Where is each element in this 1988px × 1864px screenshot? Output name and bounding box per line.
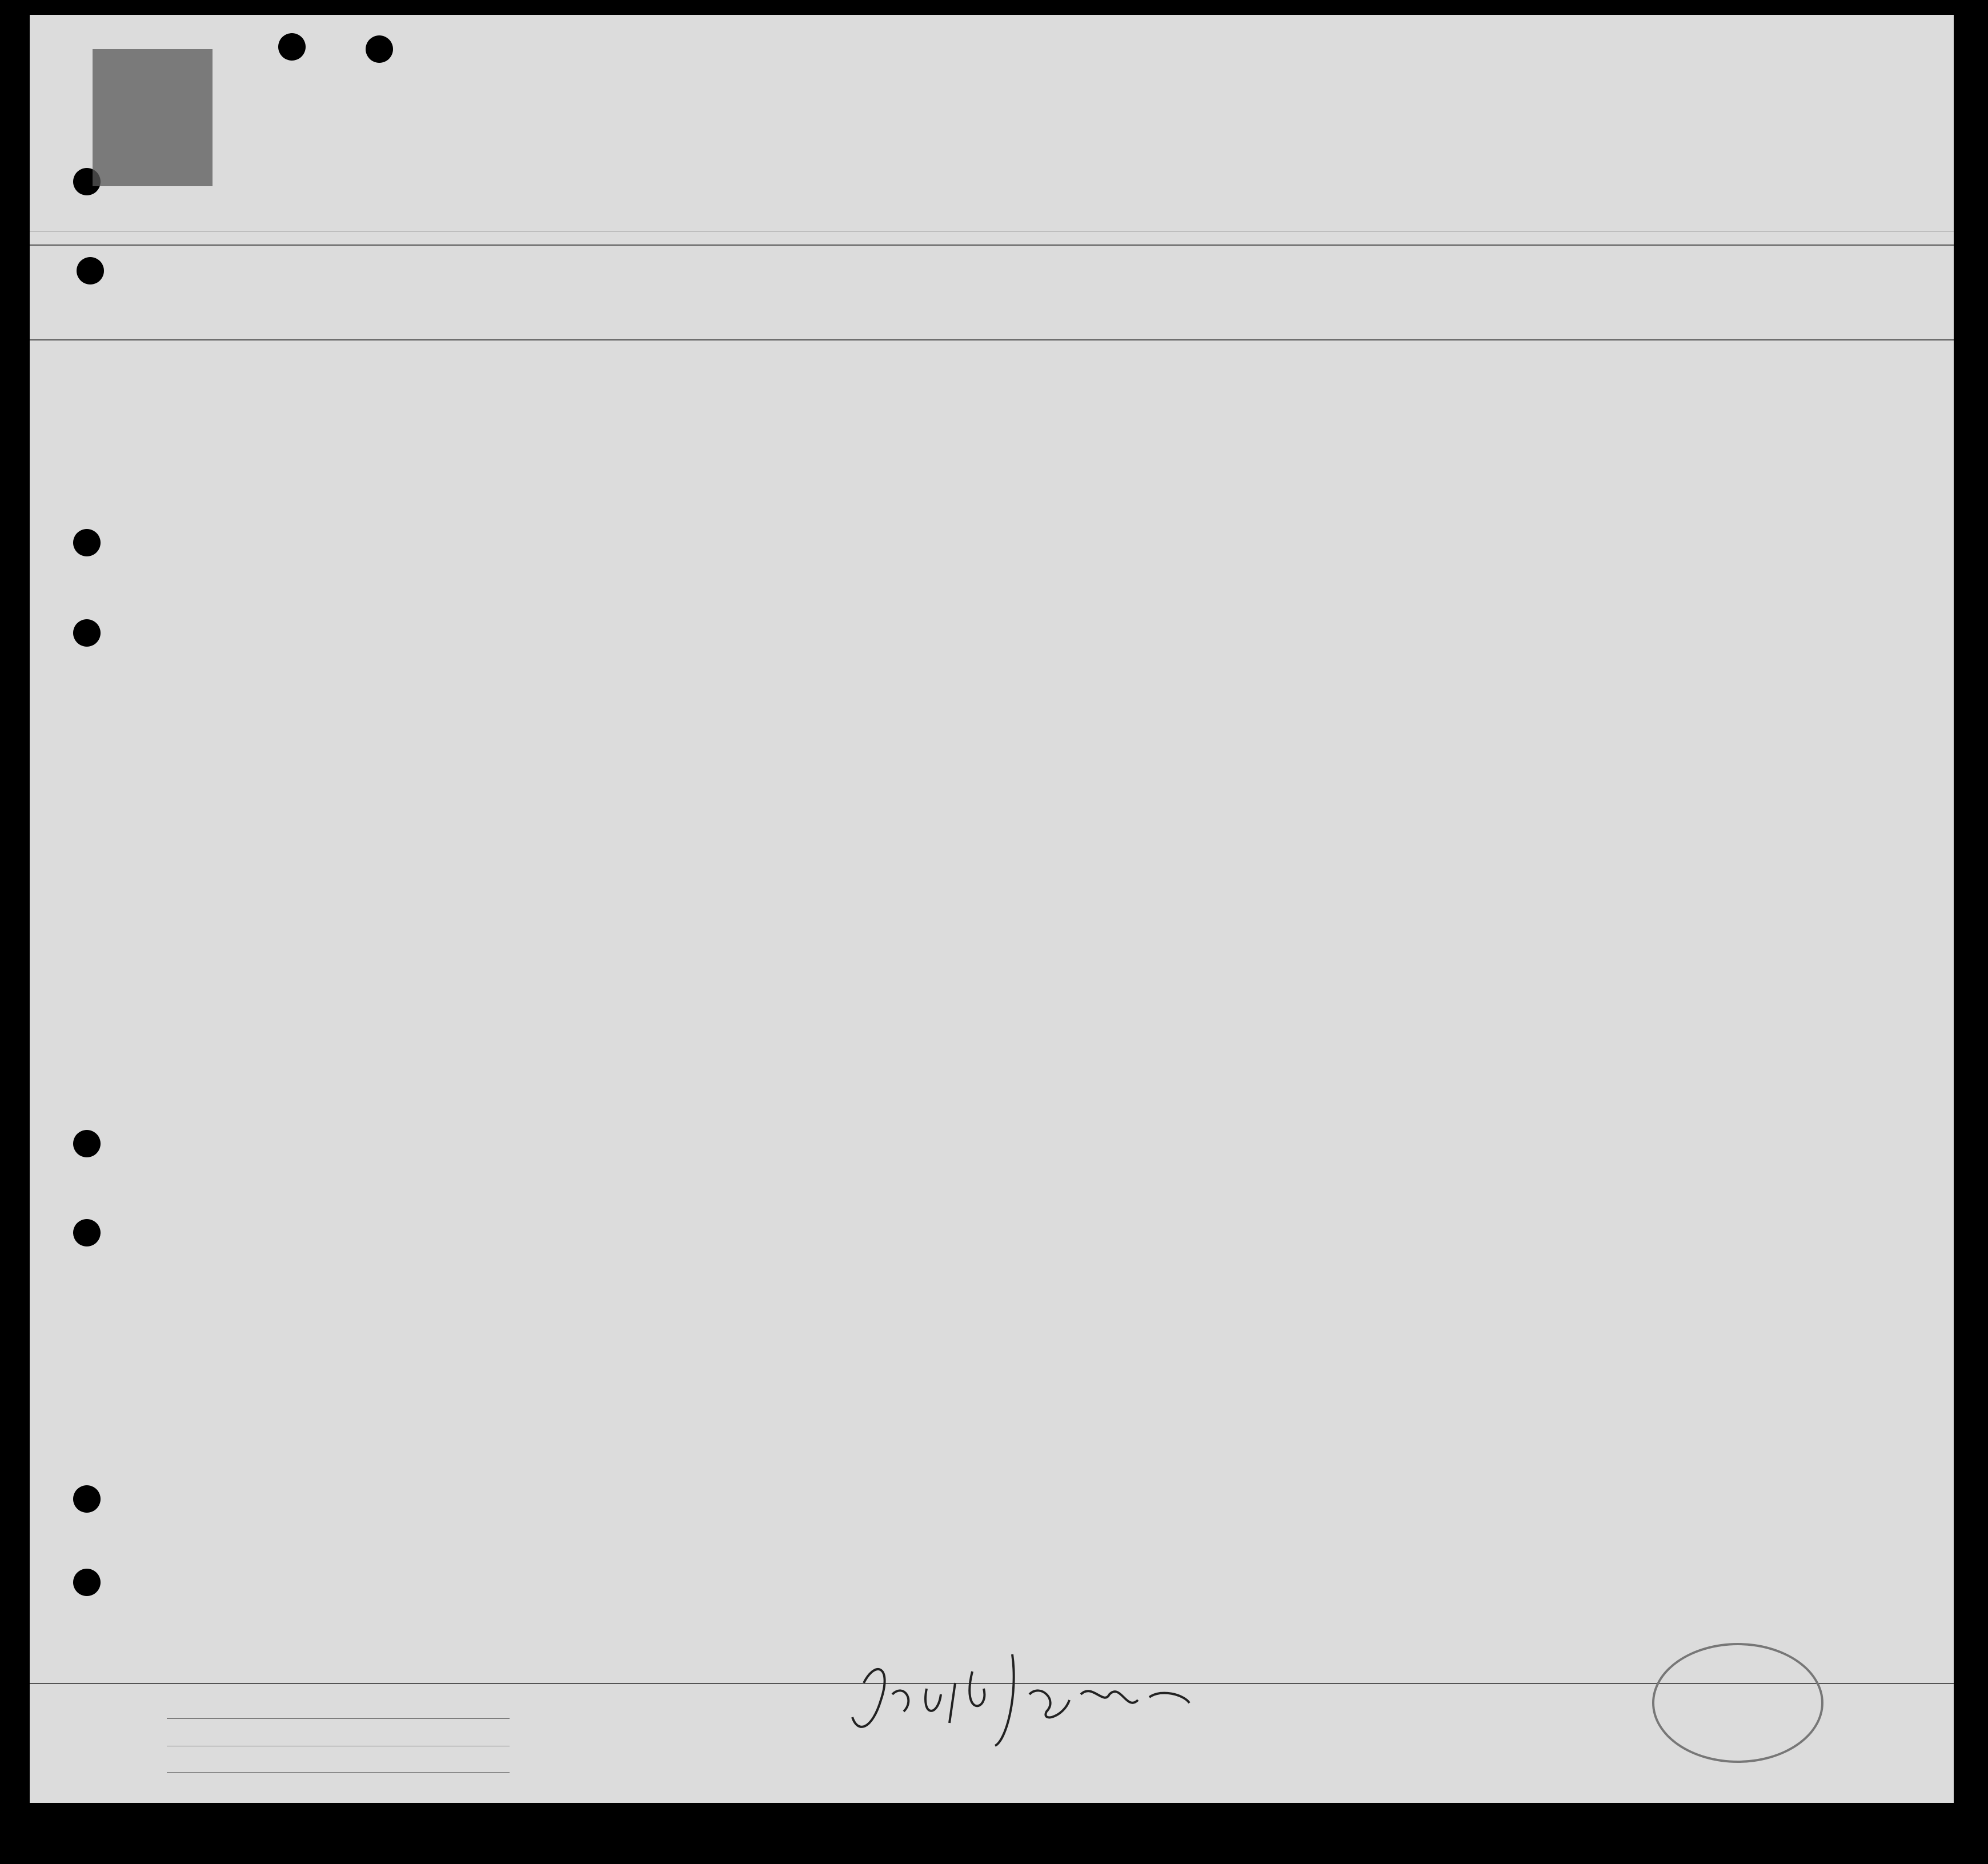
punch-hole (366, 35, 393, 63)
header-bottom-rule (30, 339, 1954, 340)
inspector-signature (841, 1649, 1207, 1751)
agents-rule (167, 1772, 510, 1773)
punch-hole (73, 1219, 101, 1246)
mm-office-stamp (1652, 1643, 1823, 1763)
punch-hole (77, 257, 104, 284)
punch-hole (73, 529, 101, 556)
punch-hole (278, 33, 306, 61)
table-top-rule (30, 244, 1954, 246)
punch-hole (73, 1569, 101, 1596)
line-rule (167, 1718, 510, 1719)
punch-hole (73, 1130, 101, 1157)
punch-hole (73, 619, 101, 647)
punch-hole (73, 1485, 101, 1513)
tape-mark (93, 49, 213, 186)
manifest-sheet (30, 15, 1954, 1803)
